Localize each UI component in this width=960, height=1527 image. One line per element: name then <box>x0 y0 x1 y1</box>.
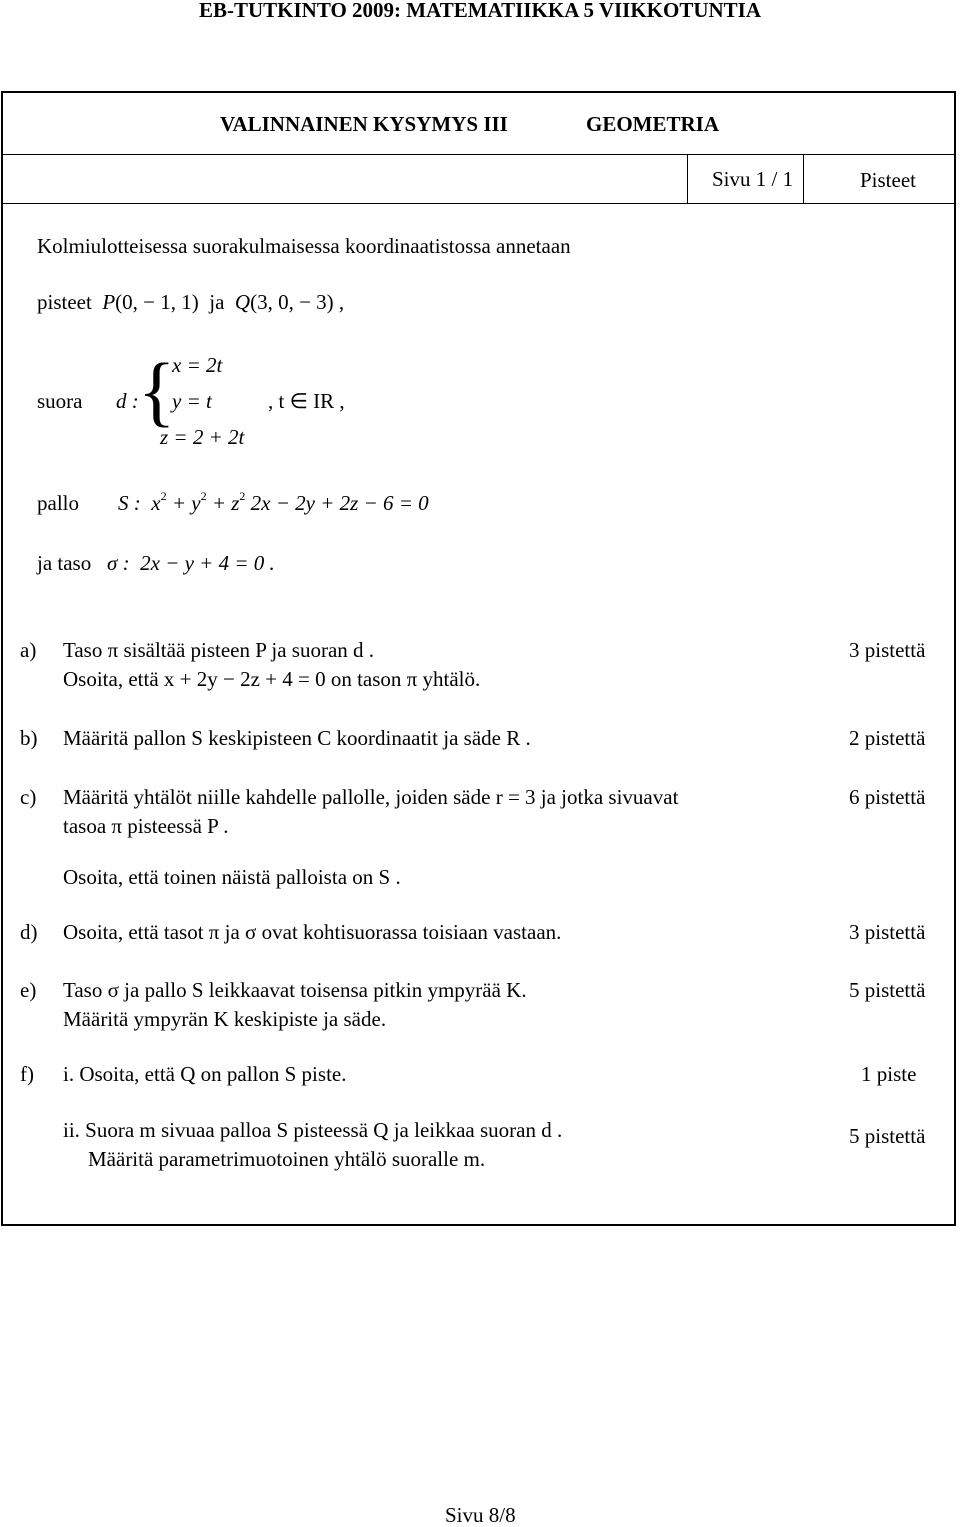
question-e-points: 5 pistettä <box>849 978 926 1002</box>
question-f-ii-points: 5 pistettä <box>849 1124 926 1148</box>
topic-heading: GEOMETRIA <box>586 112 720 136</box>
question-e-text-2: Määritä ympyrän K keskipiste ja säde. <box>63 1007 387 1031</box>
line-name: d : <box>116 389 139 413</box>
line-eq-z: z = 2 + 2t <box>160 425 245 449</box>
line-parameter: , t ∈ IR , <box>268 389 345 413</box>
sphere-label: pallo <box>37 491 79 515</box>
question-d-text: Osoita, että tasot π ja σ ovat kohtisuorassa toisiaan vastaan. <box>63 920 562 944</box>
section-heading: VALINNAINEN KYSYMYS III <box>220 112 508 136</box>
question-a-text-2: Osoita, että x + 2y − 2z + 4 = 0 on tason π yhtälö. <box>63 667 481 691</box>
question-f-i-points: 1 piste <box>861 1062 917 1086</box>
question-a-points: 3 pistettä <box>849 638 926 662</box>
question-e-text: Taso σ ja pallo S leikkaavat toisensa pitkin ympyrää K. <box>63 978 527 1002</box>
question-d-points: 3 pistettä <box>849 920 926 944</box>
question-c-text-2: tasoa π pisteessä P . <box>63 814 229 838</box>
question-f-part-i: i. Osoita, että Q on pallon S piste. <box>63 1062 347 1086</box>
point-p-coords: (0, − 1, 1) <box>115 290 199 314</box>
question-f-part-ii: ii. Suora m sivuaa palloa S pisteessä Q ja leikkaa suoran d . <box>63 1118 563 1142</box>
question-a-letter: a) <box>20 638 37 662</box>
question-f-part-ii-2: Määritä parametrimuotoinen yhtälö suoralle m. <box>88 1147 486 1171</box>
question-c-letter: c) <box>20 785 37 809</box>
point-q-label: Q <box>234 290 251 314</box>
point-p-label: P <box>102 290 116 314</box>
question-b-points: 2 pistettä <box>849 726 926 750</box>
question-a-text: Taso π sisältää pisteen P ja suoran d . <box>63 638 375 662</box>
question-b-text: Määritä pallon S keskipisteen C koordinaatit ja säde R . <box>63 726 531 750</box>
question-d-letter: d) <box>20 920 38 944</box>
sphere-equation: S : $x^2 + y^2 + z^2$ 2x − 2y + 2z − 6 = 0 <box>118 489 429 515</box>
page-indicator: Sivu 1 / 1 <box>712 167 794 191</box>
line-eq-y: y = t <box>172 389 212 413</box>
document-title: EB-TUTKINTO 2009: MATEMATIIKKA 5 VIIKKOTUNTIA <box>198 0 762 22</box>
question-e-letter: e) <box>20 978 37 1002</box>
line-eq-x: x = 2t <box>172 353 223 377</box>
points-column-header: Pisteet <box>860 168 916 192</box>
question-c-text: Määritä yhtälöt niille kahdelle pallolle, joiden säde r = 3 ja jotka sivuavat <box>63 785 679 809</box>
question-f-letter: f) <box>20 1062 34 1086</box>
intro-text: Kolmiulotteisessa suorakulmaisessa koordinaatistossa annetaan <box>37 234 571 258</box>
question-b-letter: b) <box>20 726 38 750</box>
point-q-coords: (3, 0, − 3) , <box>250 290 345 314</box>
plane-line: ja taso σ : 2x − y + 4 = 0 . <box>37 551 275 575</box>
question-c-points: 6 pistettä <box>849 785 926 809</box>
question-c-text-3: Osoita, että toinen näistä palloista on S . <box>63 865 401 889</box>
brace-icon: { <box>138 347 176 434</box>
line-label: suora <box>37 389 83 413</box>
page-footer: Sivu 8/8 <box>445 1503 516 1527</box>
points-line: pisteet P(0, − 1, 1) ja Q(3, 0, − 3) , <box>37 290 345 314</box>
